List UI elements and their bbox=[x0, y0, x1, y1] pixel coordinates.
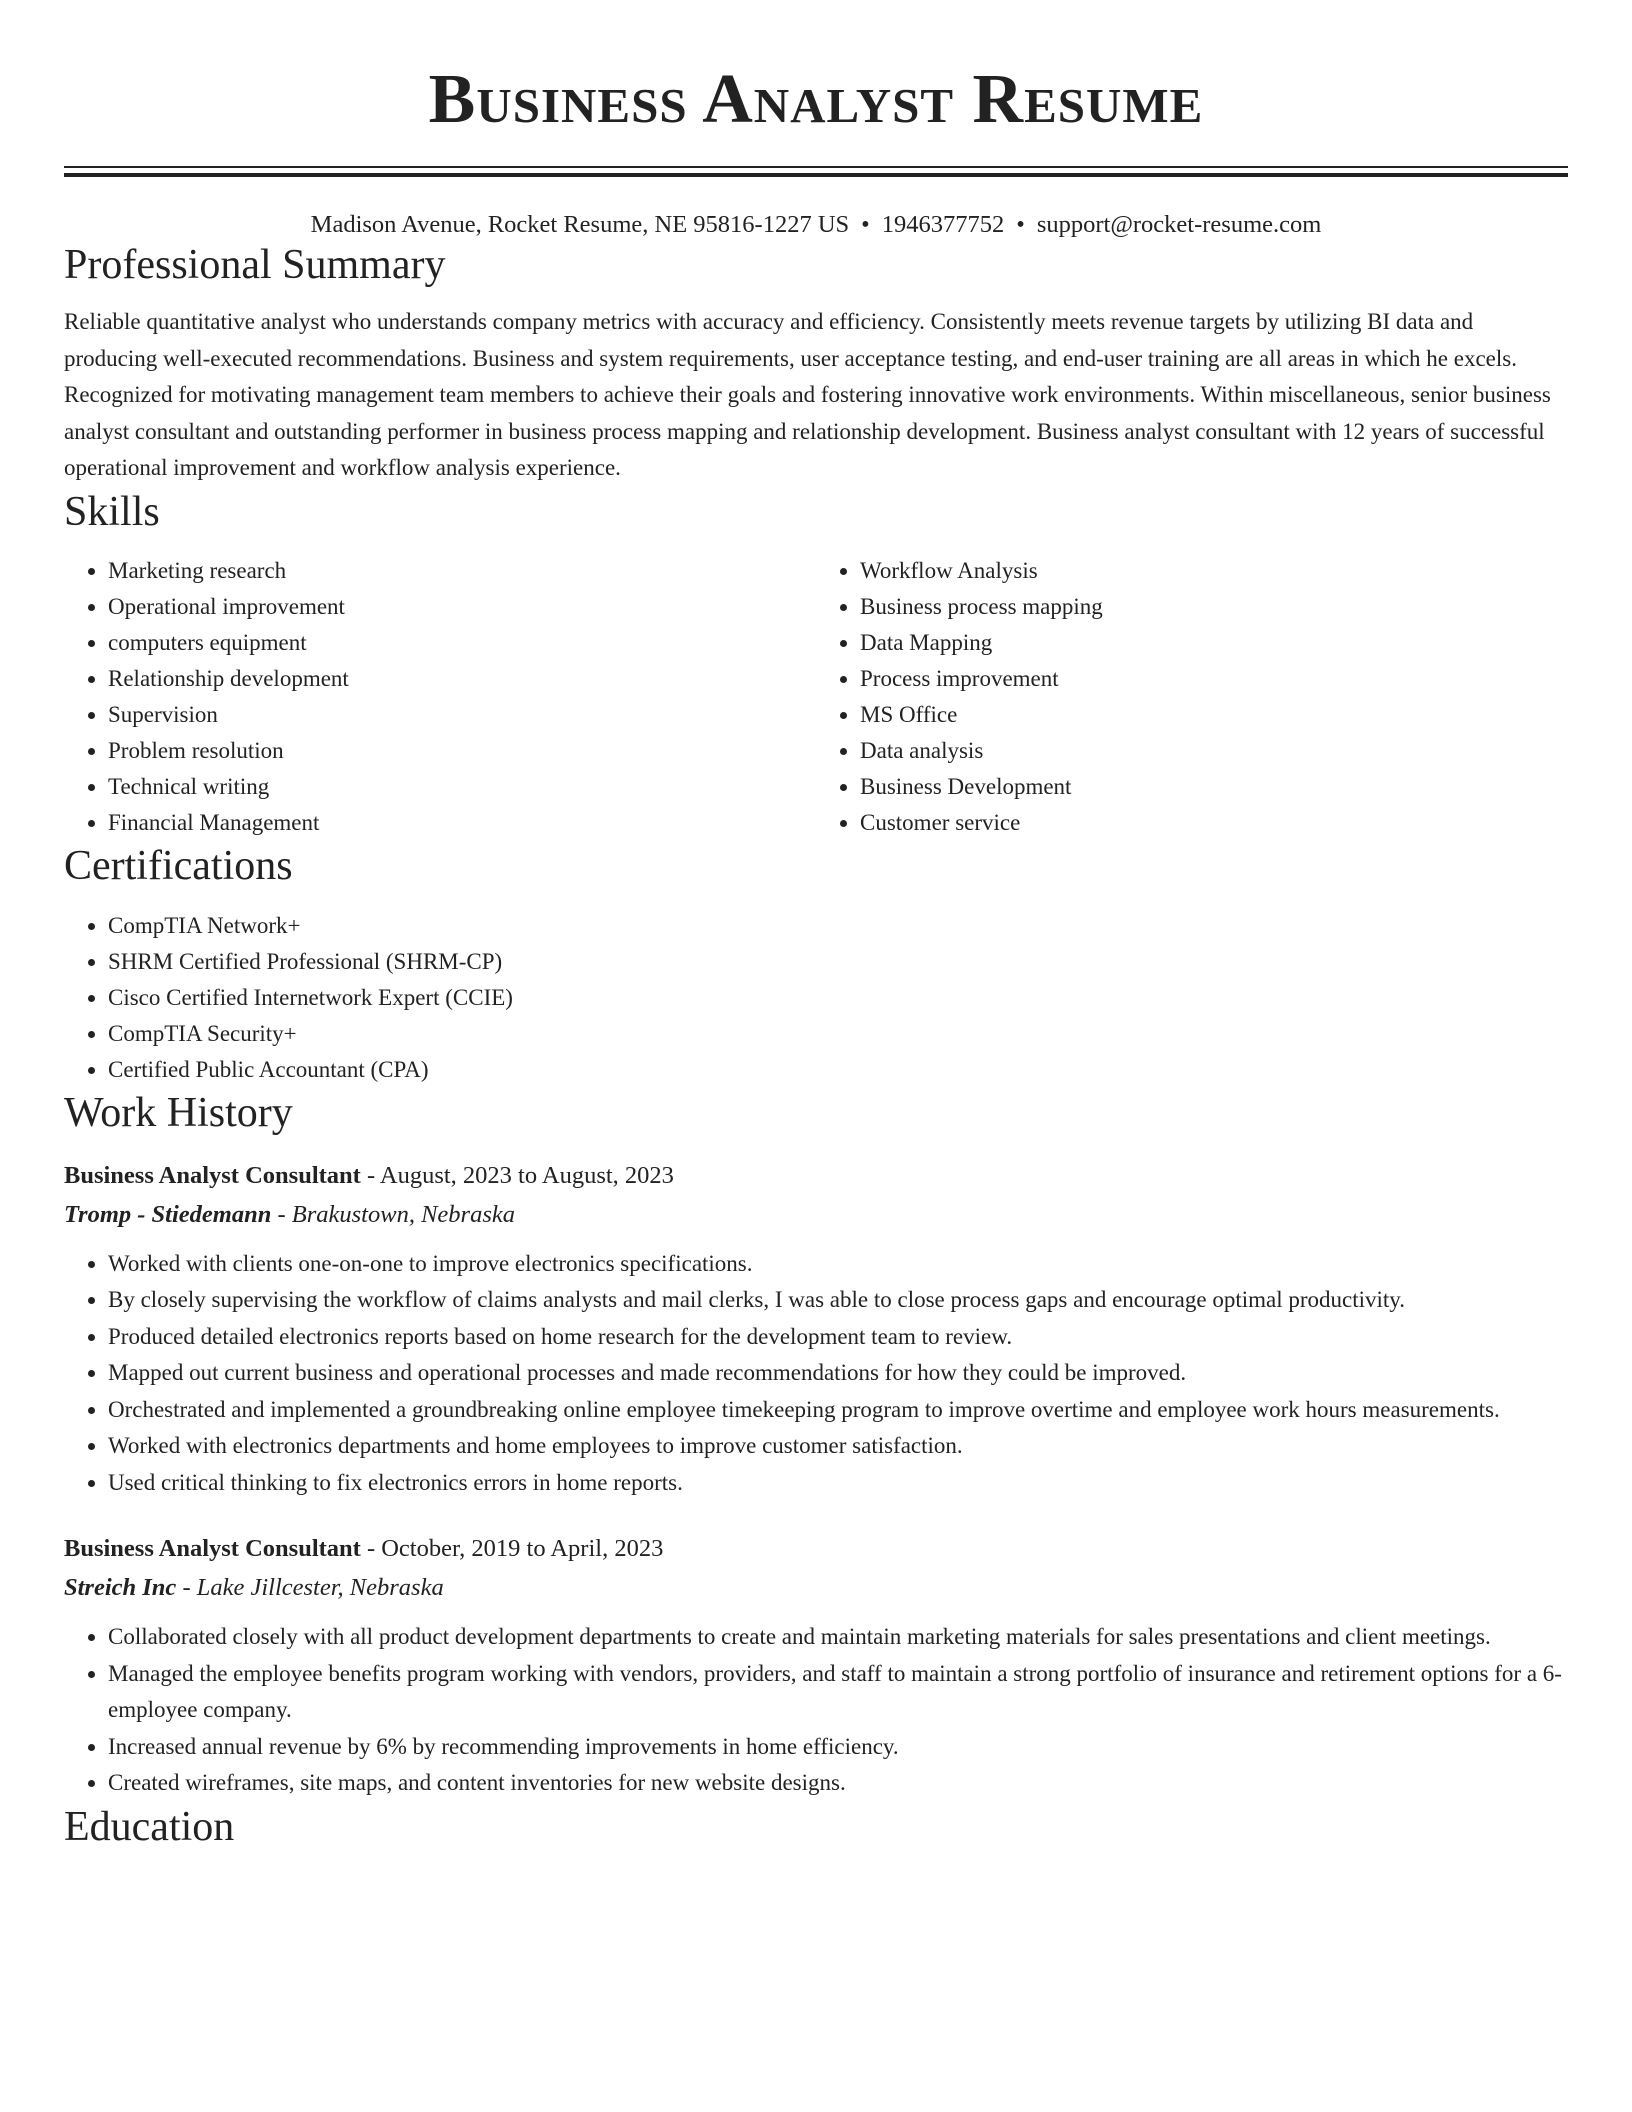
job-duty: • Worked with electronics departments and home employees to improve customer satisfaction. bbox=[108, 1428, 1568, 1465]
skill-item: • Data analysis bbox=[860, 733, 1568, 769]
job-company: Streich Inc bbox=[64, 1574, 177, 1601]
job-duty: • Orchestrated and implemented a groundbreaking online employee timekeeping program to improve overtime and employee work hours measurements. bbox=[108, 1392, 1568, 1429]
skill-item: • MS Office bbox=[860, 697, 1568, 733]
summary-heading: Professional Summary bbox=[64, 242, 446, 288]
job-header bbox=[64, 1529, 1568, 1569]
skills-list-left bbox=[64, 553, 816, 841]
certification-item: • Certified Public Accountant (CPA) bbox=[108, 1052, 1568, 1088]
skill-item: • Financial Management bbox=[108, 805, 816, 841]
certifications-list bbox=[64, 908, 1568, 1088]
skill-item: • Operational improvement bbox=[108, 589, 816, 625]
education-heading: Education bbox=[64, 1803, 235, 1850]
skills-columns bbox=[64, 553, 1568, 841]
job-header bbox=[64, 1156, 1568, 1196]
job-entry bbox=[64, 1156, 1568, 1502]
skills-heading: Skills bbox=[64, 488, 160, 535]
contact-line bbox=[64, 210, 1568, 240]
contact-address: Madison Avenue, Rocket Resume, NE 95816-1227 US bbox=[310, 211, 850, 238]
job-employer bbox=[64, 1196, 1568, 1234]
skill-item: • Relationship development bbox=[108, 661, 816, 697]
job-duties-list bbox=[64, 1619, 1568, 1802]
contact-email: support@rocket-resume.com bbox=[1036, 211, 1322, 238]
job-dates: - August, 2023 to August, 2023 bbox=[360, 1161, 674, 1189]
skill-item: • Data Mapping bbox=[860, 625, 1568, 661]
job-role: Business Analyst Consultant bbox=[64, 1161, 361, 1189]
skill-item: • Business process mapping bbox=[860, 589, 1568, 625]
job-duties-list bbox=[64, 1246, 1568, 1502]
contact-separator: • bbox=[861, 211, 870, 238]
skill-item: • Workflow Analysis bbox=[860, 553, 1568, 589]
skill-item: • Business Development bbox=[860, 769, 1568, 805]
skill-item: • Customer service bbox=[860, 805, 1568, 841]
job-company: Tromp - Stiedemann bbox=[64, 1200, 272, 1228]
skill-item: • Process improvement bbox=[860, 661, 1568, 697]
job-duty: • Created wireframes, site maps, and content inventories for new website designs. bbox=[108, 1765, 1568, 1802]
contact-separator: • bbox=[1016, 211, 1025, 238]
certification-item: • CompTIA Network+ bbox=[108, 908, 1568, 944]
certifications-heading: Certifications bbox=[64, 842, 293, 889]
summary-text: Reliable quantitative analyst who understands company metrics with accuracy and efficiency. Consistently meets revenue targets by utilizing BI data and producing well-executed recommendations. Business and system requirements, user acceptance testing, and end-user training are all areas in which he excels. Recognized for motivating management team members to achieve their goals and fostering innovative work environments. Within miscellaneous, senior business analyst consultant and outstanding performer in business process mapping and relationship development. Business analyst consultant with 12 years of successful operational improvement and workflow analysis experience. bbox=[64, 309, 1551, 480]
job-role: Business Analyst Consultant bbox=[64, 1535, 361, 1562]
job-duty: • Worked with clients one-on-one to improve electronics specifications. bbox=[108, 1246, 1568, 1283]
job-duty: • Increased annual revenue by 6% by recommending improvements in home efficiency. bbox=[108, 1729, 1568, 1766]
skill-item: • Technical writing bbox=[108, 769, 816, 805]
job-duty: • Produced detailed electronics reports based on home research for the development team to review. bbox=[108, 1319, 1568, 1356]
job-duty: • Used critical thinking to fix electronics errors in home reports. bbox=[108, 1465, 1568, 1502]
skill-item: • Marketing research bbox=[108, 553, 816, 589]
certification-item: • Cisco Certified Internetwork Expert (CCIE) bbox=[108, 980, 1568, 1016]
job-duty: • Collaborated closely with all product development departments to create and maintain marketing materials for sales presentations and client meetings. bbox=[108, 1619, 1568, 1656]
resume-page bbox=[64, 0, 1568, 1852]
job-location: - Lake Jillcester, Nebraska bbox=[176, 1574, 444, 1601]
certification-item: • SHRM Certified Professional (SHRM-CP) bbox=[108, 944, 1568, 980]
job-employer bbox=[64, 1569, 1568, 1607]
job-duty: • Mapped out current business and operational processes and made recommendations for how they could be improved. bbox=[108, 1355, 1568, 1392]
job-duty: • By closely supervising the workflow of claims analysts and mail clerks, I was able to close process gaps and encourage optimal productivity. bbox=[108, 1282, 1568, 1319]
skill-item: • computers equipment bbox=[108, 625, 816, 661]
work-history-heading: Work History bbox=[64, 1089, 293, 1136]
job-entry bbox=[64, 1529, 1568, 1802]
job-dates: - October, 2019 to April, 2023 bbox=[360, 1535, 664, 1562]
skill-item: • Supervision bbox=[108, 697, 816, 733]
job-duty: • Managed the employee benefits program working with vendors, providers, and staff to maintain a strong portfolio of insurance and retirement options for a 6-employee company. bbox=[108, 1656, 1568, 1729]
skills-list-right bbox=[816, 553, 1568, 841]
certification-item: • CompTIA Security+ bbox=[108, 1016, 1568, 1052]
contact-phone: 1946377752 bbox=[881, 211, 1005, 238]
title-divider bbox=[64, 166, 1568, 177]
resume-title: Business Analyst Resume bbox=[428, 61, 1204, 138]
skill-item: • Problem resolution bbox=[108, 733, 816, 769]
job-location: - Brakustown, Nebraska bbox=[271, 1200, 515, 1228]
